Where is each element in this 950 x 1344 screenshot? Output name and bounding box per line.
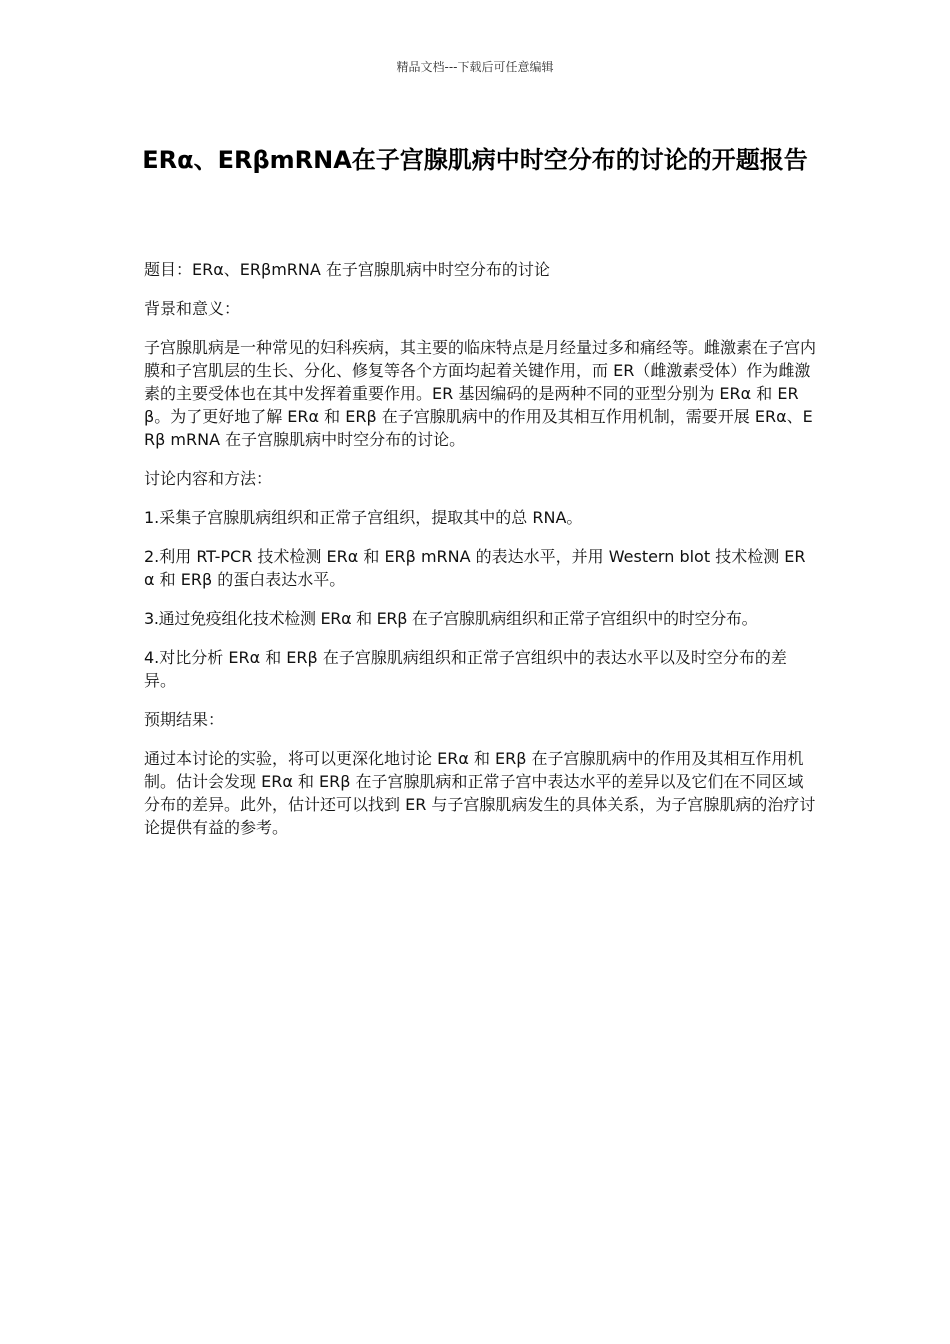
document-title: ERα、ERβmRNA在子宫腺肌病中时空分布的讨论的开题报告 (142, 146, 808, 174)
results-heading: 预期结果： (144, 710, 225, 729)
background-paragraph: 子宫腺肌病是一种常见的妇科疾病，其主要的临床特点是月经量过多和痛经等。雌激素在子宫内膜和子宫肌层的生长、分化、修复等各个方面均起着关键作用，而 ER（雌激素受体）作为雌激素的主要受体也在其中发挥着重要作用。ER 基因编码的是两种不同的亚型分别为 ERα 和 ERβ。为了更好地了解 ERα 和 ERβ 在子宫腺肌病中的作用及其相互作用机制，需要开展 ERα、ERβ mRNA 在子宫腺肌病中时空分布的讨论。 (144, 338, 817, 449)
method-item-4: 4.对比分析 ERα 和 ERβ 在子宫腺肌病组织和正常子宫组织中的表达水平以及时空分布的差异。 (144, 648, 787, 690)
method-item-1: 1.采集子宫腺肌病组织和正常子宫组织，提取其中的总 RNA。 (144, 508, 583, 527)
method-item-3: 3.通过免疫组化技术检测 ERα 和 ERβ 在子宫腺肌病组织和正常子宫组织中的时空分布。 (144, 609, 758, 628)
methods-heading: 讨论内容和方法： (144, 469, 273, 488)
background-heading: 背景和意义： (144, 299, 241, 318)
header-note: 精品文档---下载后可任意编辑 (396, 60, 554, 74)
results-paragraph: 通过本讨论的实验，将可以更深化地讨论 ERα 和 ERβ 在子宫腺肌病中的作用及其相互作用机制。估计会发现 ERα 和 ERβ 在子宫腺肌病和正常子宫中表达水平的差异以及它们在不同区域分布的差异。此外，估计还可以找到 ER 与子宫腺肌病发生的具体关系，为子宫腺肌病的治疗讨论提供有益的参考。 (144, 749, 816, 837)
method-item-2: 2.利用 RT-PCR 技术检测 ERα 和 ERβ mRNA 的表达水平，并用 Western blot 技术检测 ERα 和 ERβ 的蛋白表达水平。 (144, 547, 806, 589)
topic-line: 题目：ERα、ERβmRNA 在子宫腺肌病中时空分布的讨论 (144, 260, 550, 279)
document-body (144, 258, 816, 855)
